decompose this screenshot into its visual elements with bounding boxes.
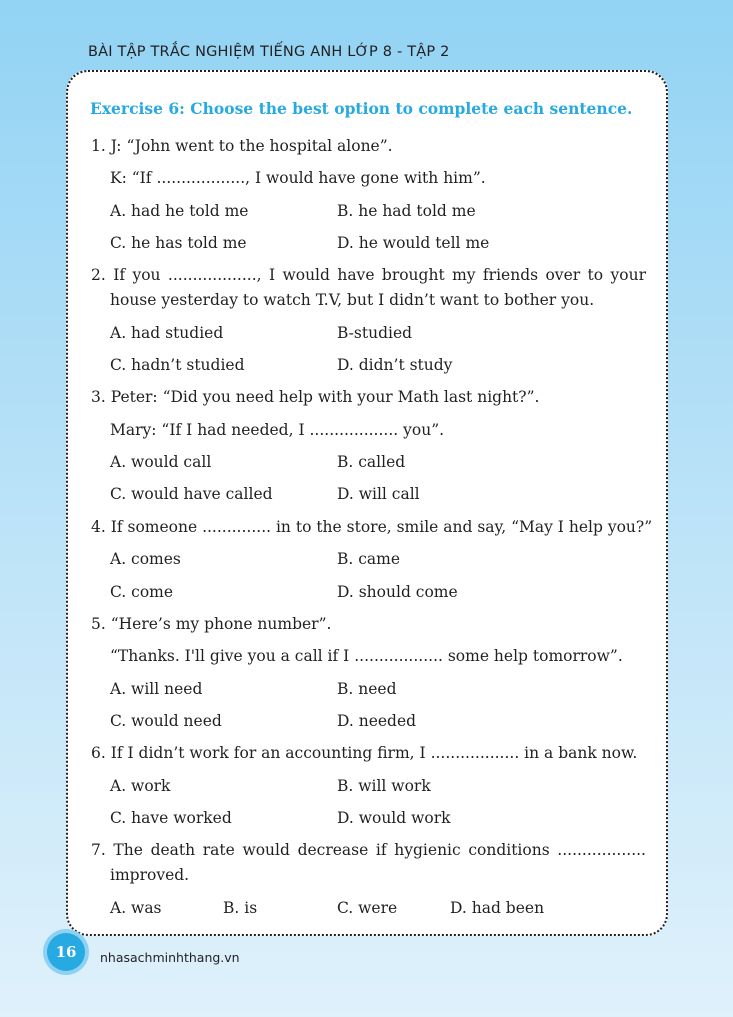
book-title: BÀI TẬP TRẮC NGHIỆM TIẾNG ANH LỚP 8 - TẬP 2 xyxy=(88,44,450,60)
question-2-option-b[interactable]: B-studied xyxy=(337,324,413,342)
question-6-stem-line-1: 6. If I didn’t work for an accounting firm, I .................. in a bank now. xyxy=(91,744,638,762)
question-1-option-b[interactable]: B. he had told me xyxy=(337,202,476,220)
question-4-option-c[interactable]: C. come xyxy=(110,583,174,601)
question-3-stem-line-2: Mary: “If I had needed, I .................. you”. xyxy=(110,421,445,439)
question-5-option-a[interactable]: A. will need xyxy=(110,680,203,698)
question-5-option-b[interactable]: B. need xyxy=(337,680,397,698)
exercise-title: Exercise 6: Choose the best option to complete each sentence. xyxy=(90,99,633,118)
page-number-badge xyxy=(47,933,85,971)
question-6-option-c[interactable]: C. have worked xyxy=(110,809,232,827)
question-7-option-a[interactable]: A. was xyxy=(110,899,162,917)
question-1-option-a[interactable]: A. had he told me xyxy=(110,202,249,220)
question-6-option-a[interactable]: A. work xyxy=(110,777,171,795)
footer-website: nhasachminhthang.vn xyxy=(100,950,240,965)
question-2-option-c[interactable]: C. hadn’t studied xyxy=(110,356,245,374)
question-7-option-c[interactable]: C. were xyxy=(337,899,398,917)
question-6-option-d[interactable]: D. would work xyxy=(337,809,451,827)
question-5-stem-line-2: “Thanks. I'll give you a call if I .................. some help tomorrow”. xyxy=(110,647,623,665)
question-3-option-c[interactable]: C. would have called xyxy=(110,485,273,503)
question-1-stem-line-1: 1. J: “John went to the hospital alone”. xyxy=(91,137,393,155)
question-4-option-d[interactable]: D. should come xyxy=(337,583,458,601)
question-3-option-a[interactable]: A. would call xyxy=(110,453,212,471)
question-3-option-d[interactable]: D. will call xyxy=(337,485,420,503)
question-5-option-d[interactable]: D. needed xyxy=(337,712,417,730)
question-3-option-b[interactable]: B. called xyxy=(337,453,406,471)
question-4-option-a[interactable]: A. comes xyxy=(110,550,181,568)
question-1-option-c[interactable]: C. he has told me xyxy=(110,234,247,252)
question-7-option-d[interactable]: D. had been xyxy=(450,899,545,917)
question-5-option-c[interactable]: C. would need xyxy=(110,712,222,730)
question-7-stem-line-1: 7. The death rate would decrease if hygienic conditions .................. xyxy=(91,841,646,859)
question-2-stem-line-2: house yesterday to watch T.V, but I didn’t want to bother you. xyxy=(110,291,595,309)
question-1-option-d[interactable]: D. he would tell me xyxy=(337,234,490,252)
page-number: 16 xyxy=(55,943,77,961)
question-2-option-d[interactable]: D. didn’t study xyxy=(337,356,453,374)
question-2-option-a[interactable]: A. had studied xyxy=(110,324,224,342)
question-2-stem-line-1: 2. If you .................., I would have brought my friends over to your xyxy=(91,266,646,284)
question-3-stem-line-1: 3. Peter: “Did you need help with your Math last night?”. xyxy=(91,388,540,406)
question-7-option-b[interactable]: B. is xyxy=(223,899,258,917)
question-5-stem-line-1: 5. “Here’s my phone number”. xyxy=(91,615,332,633)
question-7-stem-line-2: improved. xyxy=(110,866,190,884)
question-1-stem-line-2: K: “If .................., I would have gone with him”. xyxy=(110,169,486,187)
question-4-stem-line-1: 4. If someone .............. in to the store, smile and say, “May I help you?” xyxy=(91,518,653,536)
question-6-option-b[interactable]: B. will work xyxy=(337,777,431,795)
question-4-option-b[interactable]: B. came xyxy=(337,550,401,568)
